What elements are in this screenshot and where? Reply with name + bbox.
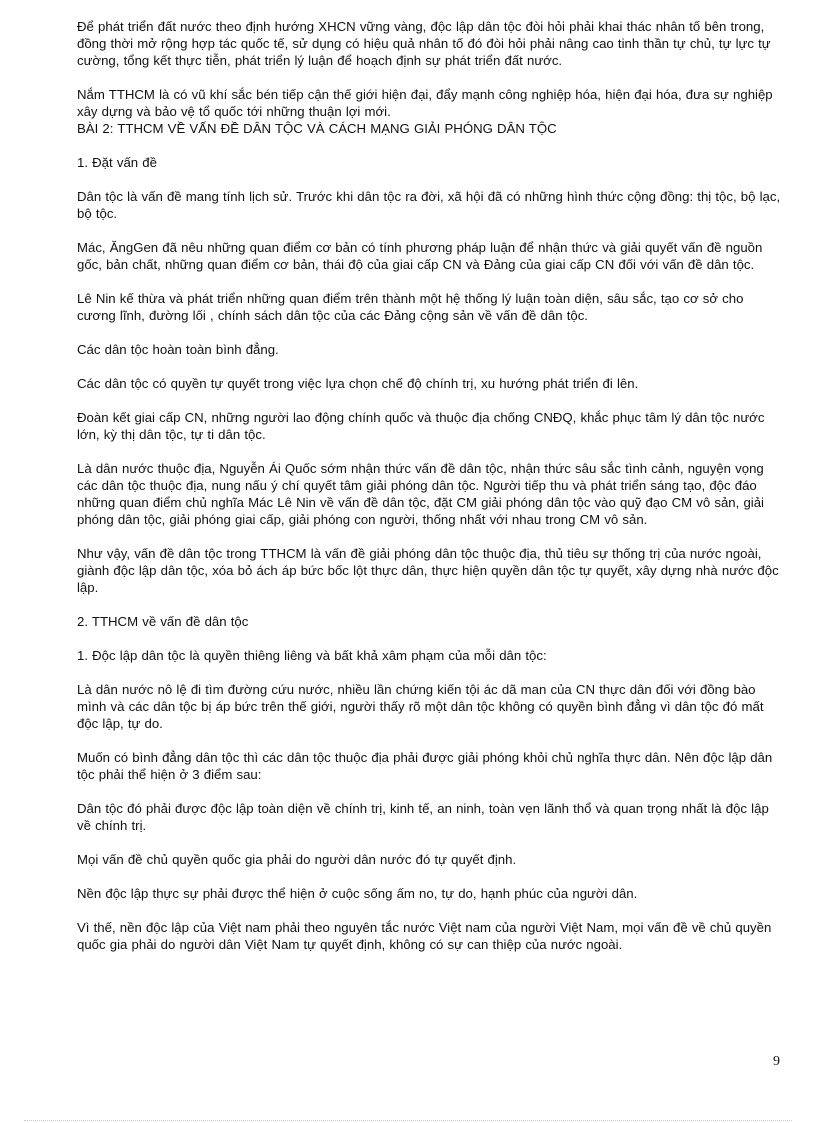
paragraph-8: Các dân tộc hoàn toàn bình đẳng. (77, 342, 279, 357)
document-body (77, 18, 782, 970)
paragraph-2: Nắm TTHCM là có vũ khí sắc bén tiếp cận thế giới hiện đại, đẩy mạnh công nghiệp hóa, hiện đại hóa, đưa sự nghiệp xây dựng và bảo vệ tổ quốc tới những thuận lợi mới. (77, 87, 773, 119)
page-bottom-divider (24, 1120, 792, 1121)
paragraph-5: Dân tộc là vấn đề mang tính lịch sử. Trước khi dân tộc ra đời, xã hội đã có những hình thức cộng đồng: thị tộc, bộ lạc, bộ tộc. (77, 189, 781, 221)
paragraph-7: Lê Nin kế thừa và phát triển những quan điểm trên thành một hệ thống lý luận toàn diện, sâu sắc, tạo cơ sở cho cương lĩnh, đường lối , chính sách dân tộc của các Đảng cộng sản về vấn đề dân tộc. (77, 291, 744, 323)
paragraph-17: Dân tộc đó phải được độc lập toàn diện về chính trị, kinh tế, an ninh, toàn vẹn lãnh thổ và quan trọng nhất là độc lập về chính trị. (77, 801, 769, 833)
paragraph-20: Vì thế, nền độc lập của Việt nam phải theo nguyên tắc nước Việt nam của người Việt Nam, mọi vấn đề về chủ quyền quốc gia phải do người dân Việt Nam tự quyết định, không có sự can thiệp của nước ngoài. (77, 920, 772, 952)
paragraph-15: Là dân nước nô lệ đi tìm đường cứu nước, nhiều lần chứng kiến tội ác dã man của CN thực dân đối với đồng bào mình và các dân tộc bị áp bức trên thế giới, người thấy rõ một dân tộc không có quyền bình đẳng vì dân tộc đó mất độc lập, tự do. (77, 682, 764, 731)
paragraph-4: 1. Đặt vấn đề (77, 155, 157, 170)
paragraph-10: Đoàn kết giai cấp CN, những người lao động chính quốc và thuộc địa chống CNĐQ, khắc phục tâm lý dân tộc nước lớn, kỳ thị dân tộc, tự ti dân tộc. (77, 410, 765, 442)
paragraph-1: Để phát triển đất nước theo định hướng XHCN vững vàng, độc lập dân tộc đòi hỏi phải khai thác nhân tố bên trong, đồng thời mở rộng hợp tác quốc tế, sử dụng có hiệu quả nhân tố đó đòi hỏi phải nâng cao tinh thần tự chủ, tự lực tự cường, tổng kết thực tiễn, phát triển lý luận để hoạch định sự phát triển đất nước. (77, 19, 771, 68)
paragraph-16: Muốn có bình đẳng dân tộc thì các dân tộc thuộc địa phải được giải phóng khỏi chủ nghĩa thực dân. Nên độc lập dân tộc phải thể hiện ở 3 điểm sau: (77, 750, 773, 782)
paragraph-14: 1. Độc lập dân tộc là quyền thiêng liêng và bất khả xâm phạm của mỗi dân tộc: (77, 648, 547, 663)
paragraph-3: BÀI 2: TTHCM VỀ VẤN ĐỀ DÂN TỘC VÀ CÁCH MẠNG GIẢI PHÓNG DÂN TỘC (77, 121, 557, 136)
paragraph-11: Là dân nước thuộc địa, Nguyễn Ái Quốc sớm nhận thức vấn đề dân tộc, nhận thức sâu sắc tình cảnh, nguyện vọng các dân tộc thuộc địa, nung nấu ý chí quyết tâm giải phóng dân tộc. Người tiếp thu và phát triển sáng tạo, độc đáo những quan điểm chủ nghĩa Mác Lê Nin về vấn đề dân tộc, đặt CM giải phóng dân tộc vào quỹ đạo CM vô sản, giải phóng dân tộc, giải phóng giai cấp, giải phóng con người, thống nhất với nhau trong CM vô sản. (77, 461, 764, 527)
page-number: 9 (773, 1054, 780, 1069)
paragraph-19: Nền độc lập thực sự phải được thể hiện ở cuộc sống ấm no, tự do, hạnh phúc của người dân. (77, 886, 638, 901)
paragraph-13: 2. TTHCM về vấn đề dân tộc (77, 614, 249, 629)
paragraph-6: Mác, ĂngGen đã nêu những quan điểm cơ bản có tính phương pháp luận để nhận thức và giải quyết vấn đề nguồn gốc, bản chất, những quan điểm cơ bản, thái độ của giai cấp CN và Đảng của giai cấp CN đối với vấn đề dân tộc. (77, 240, 763, 272)
paragraph-18: Mọi vấn đề chủ quyền quốc gia phải do người dân nước đó tự quyết định. (77, 852, 517, 867)
paragraph-12: Như vậy, vấn đề dân tộc trong TTHCM là vấn đề giải phóng dân tộc thuộc địa, thủ tiêu sự thống trị của nước ngoài, giành độc lập dân tộc, xóa bỏ ách áp bức bốc lột thực dân, thực hiện quyền dân tộc tự quyết, xây dựng nhà nước độc lập. (77, 546, 779, 595)
paragraph-9: Các dân tộc có quyền tự quyết trong việc lựa chọn chế độ chính trị, xu hướng phát triển đi lên. (77, 376, 639, 391)
